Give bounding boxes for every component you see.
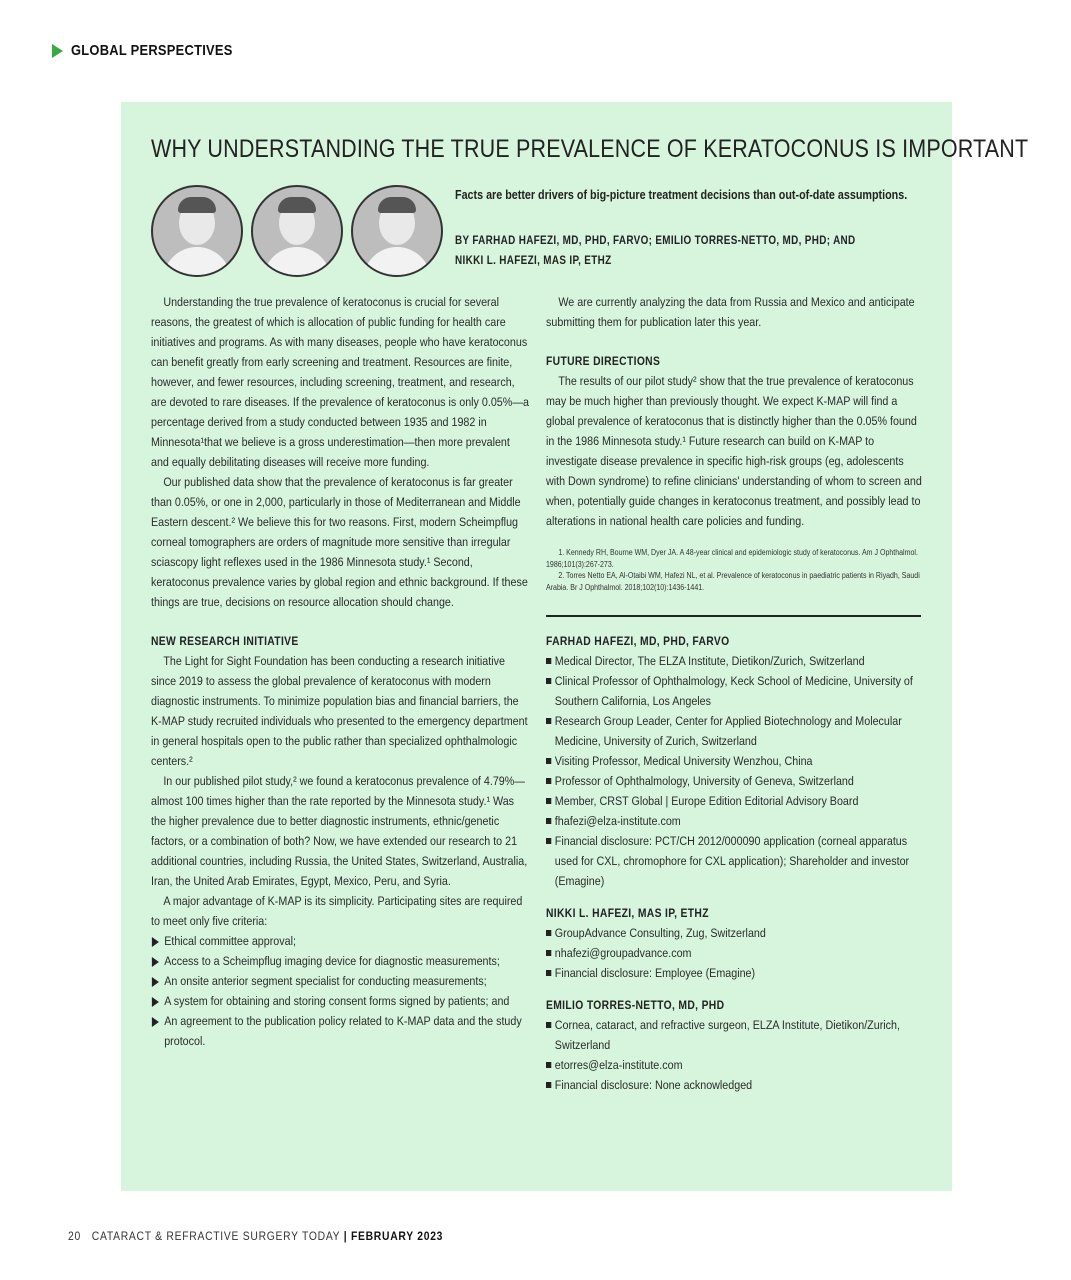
bio-item: Financial disclosure: PCT/CH 2012/000090 application (corneal apparatus used for CXL, chromophore for CXL application); Shareholder and investor (Emagine) <box>546 831 933 891</box>
bio-item: Medical Director, The ELZA Institute, Dietikon/Zurich, Switzerland <box>546 651 933 671</box>
bio-item: Member, CRST Global | Europe Edition Editorial Advisory Board <box>546 791 933 811</box>
criteria-item: Access to a Scheimpflug imaging device for diagnostic measurements; <box>151 951 543 971</box>
byline <box>455 231 856 271</box>
criteria-item: Ethical committee approval; <box>151 931 543 951</box>
bio-item: Research Group Leader, Center for Applied Biotechnology and Molecular Medicine, University of Zurich, Switzerland <box>546 711 933 751</box>
article-subhead: Facts are better drivers of big-picture treatment decisions than out-of-date assumptions. <box>455 188 908 202</box>
criteria-item: An agreement to the publication policy related to K-MAP data and the study protocol. <box>151 1011 543 1051</box>
bio-item: Visiting Professor, Medical University Wenzhou, China <box>546 751 933 771</box>
bio-email-link[interactable]: fhafezi@elza-institute.com <box>546 811 933 831</box>
criteria-list <box>151 931 529 1051</box>
paragraph: Understanding the true prevalence of keratoconus is crucial for several reasons, the greatest of which is allocation of public funding for health care initiatives and programs. As with many diseases, people who have keratoconus can benefit greatly from early screening and treatment. Resources are finite, however, and fewer resources, including screening, treatment, and research, are devoted to rare diseases. If the prevalence of keratoconus is only 0.05%—a percentage derived from a study conducted between 1935 and 1982 in Minnesota¹that we believe is a gross underestimation—then more prevalent and equally debilitating diseases will receive more funding. <box>151 295 529 469</box>
byline-line: NIKKI L. HAFEZI, MAS IP, ETHZ <box>455 255 612 267</box>
bio-item: Financial disclosure: None acknowledged <box>546 1075 933 1095</box>
bio-item: GroupAdvance Consulting, Zug, Switzerland <box>546 923 933 943</box>
issue-date: FEBRUARY 2023 <box>350 1231 444 1243</box>
bio-item: Cornea, cataract, and refractive surgeon, ELZA Institute, Dietikon/Zurich, Switzerland <box>546 1015 933 1055</box>
article-panel <box>121 102 1029 1191</box>
bio-name: NIKKI L. HAFEZI, MAS IP, ETHZ <box>546 906 709 920</box>
page-footer <box>68 1231 443 1243</box>
bio-item: Financial disclosure: Employee (Emagine) <box>546 963 933 983</box>
footnote: 1. Kennedy RH, Bourne WM, Dyer JA. A 48-year clinical and epidemiologic study of keratoconus. Am J Ophthalmol. 1986;101(3):267-273. <box>546 548 918 569</box>
footer-separator: | <box>343 1231 348 1243</box>
triangle-arrow-icon <box>52 44 63 58</box>
bio-name: EMILIO TORRES-NETTO, MD, PHD <box>546 998 725 1012</box>
bio-email-link[interactable]: nhafezi@groupadvance.com <box>546 943 933 963</box>
bio-item: Clinical Professor of Ophthalmology, Keck School of Medicine, University of Southern California, Los Angeles <box>546 671 933 711</box>
bio-name: FARHAD HAFEZI, MD, PHD, FARVO <box>546 634 730 648</box>
bio-item: Professor of Ophthalmology, University of Geneva, Switzerland <box>546 771 933 791</box>
author-photo <box>151 185 243 277</box>
bio-email-link[interactable]: etorres@elza-institute.com <box>546 1055 933 1075</box>
paragraph: A major advantage of K-MAP is its simplicity. Participating sites are required to meet only five criteria: <box>151 894 523 928</box>
paragraph: In our published pilot study,² we found a keratoconus prevalence of 4.79%—almost 100 times higher than the rate reported by the Minnesota study.¹ Was the higher prevalence due to better diagnostic instruments, ethnic/genetic factors, or a combination of both? Now, we have extended our research to 21 additional countries, including Russia, the United States, Switzerland, Australia, Iran, the United Arab Emirates, Egypt, Mexico, Peru, and Syria. <box>151 774 528 888</box>
paragraph: The Light for Sight Foundation has been conducting a research initiative since 2019 to assess the global prevalence of keratoconus with modern diagnostic instruments. To minimize population bias and financial barriers, the K-MAP study recruited individuals who presented to the emergency department in general hospitals open to the public rather than specialized ophthalmologic centers.² <box>151 654 528 768</box>
left-column <box>151 292 529 1051</box>
article-title: WHY UNDERSTANDING THE TRUE PREVALENCE OF KERATOCONUS IS IMPORTANT <box>151 135 1029 163</box>
paragraph: We are currently analyzing the data from Russia and Mexico and anticipate submitting them for publication later this year. <box>546 295 915 329</box>
footnote: 2. Torres Netto EA, Al-Otaibi WM, Hafezi NL, et al. Prevalence of keratoconus in paediatric patients in Riyadh, Saudi Arabia. Br J Ophthalmol. 2018;102(10):1436-1441. <box>546 571 920 592</box>
paragraph: Our published data show that the prevalence of keratoconus is far greater than 0.05%, or one in 2,000, particularly in those of Mediterranean and Middle Eastern descent.² We believe this for two reasons. First, modern Scheimpflug corneal tomographers are orders of magnitude more sensitive than irregular sciascopy light reflexes used in the 1986 Minnesota study.¹ Second, keratoconus prevalence varies by global region and ethnic background. If these things are true, decisions on resource allocation should change. <box>151 475 528 609</box>
byline-line: BY FARHAD HAFEZI, MD, PHD, FARVO; EMILIO TORRES-NETTO, MD, PHD; AND <box>455 235 856 247</box>
criteria-item: An onsite anterior segment specialist for conducting measurements; <box>151 971 543 991</box>
publication-name: CATARACT & REFRACTIVE SURGERY TODAY <box>91 1231 341 1243</box>
bio-list <box>546 1015 924 1095</box>
author-photos <box>151 185 443 277</box>
bio-list <box>546 651 924 891</box>
section-tag <box>52 42 259 59</box>
author-photo <box>251 185 343 277</box>
right-column <box>546 292 924 1095</box>
page-number: 20 <box>68 1231 81 1243</box>
section-label: GLOBAL PERSPECTIVES <box>71 42 233 59</box>
criteria-item: A system for obtaining and storing consent forms signed by patients; and <box>151 991 543 1011</box>
section-heading: NEW RESEARCH INITIATIVE <box>151 634 299 648</box>
bio-list <box>546 923 924 983</box>
paragraph: The results of our pilot study² show that the true prevalence of keratoconus may be much higher than previously thought. We expect K-MAP will find a global prevalence of keratoconus that is distinctly higher than the 0.05% found in the 1986 Minnesota study.¹ Future research can build on K-MAP to investigate disease prevalence in specific high-risk groups (eg, adolescents with Down syndrome) to refine clinicians' understanding of whom to screen and when, potentially guide changes in keratoconus treatment, and possibly lead to alterations in national health care policies and funding. <box>546 374 922 528</box>
section-heading: FUTURE DIRECTIONS <box>546 354 661 368</box>
author-photo <box>351 185 443 277</box>
